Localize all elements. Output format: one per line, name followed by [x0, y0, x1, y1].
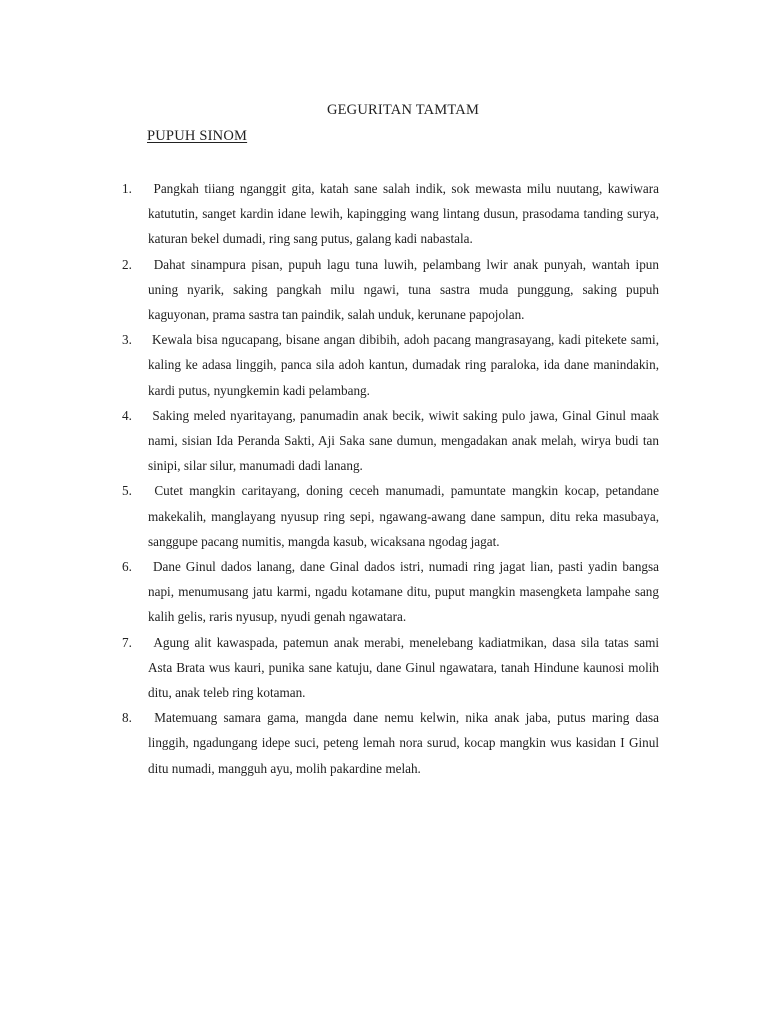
stanza-item — [122, 176, 659, 252]
stanza-item — [122, 478, 659, 554]
stanza-number: 2. — [122, 256, 132, 272]
stanza-item — [122, 554, 659, 630]
stanza-text: Pangkah tiiang nganggit gita, katah sane salah indik, sok mewasta milu nuutang, kawiwara katututin, sanget kardin idane lewih, kapingging wang lintang dusun, prasodama tanding surya, katuran bekel dumadi, ring sang putus, galang kadi nabastala. — [148, 181, 660, 247]
stanza-text: Saking meled nyaritayang, panumadin anak becik, wiwit saking pulo jawa, Ginal Ginul maak nami, sisian Ida Peranda Sakti, Aji Saka sane dumun, mengadakan anak melah, wirya budi tan sinipi, silar silur, manumadi dadi lanang. — [148, 407, 659, 474]
stanza-number: 3. — [122, 332, 132, 348]
stanza-number: 6. — [122, 559, 132, 575]
stanza-text: Cutet mangkin caritayang, doning ceceh manumadi, pamuntate mangkin kocap, petandane makekalih, manglayang nyusup ring sepi, ngawang-awang dane sampun, ditu reka masubaya, sanggupe pacang numitis, mangda kasub, wicaksana ngodag jagat. — [148, 483, 660, 549]
stanza-list — [122, 176, 659, 781]
stanza-number: 4. — [122, 407, 132, 423]
stanza-text: Kewala bisa ngucapang, bisane angan dibibih, adoh pacang mangrasayang, kadi pitekete sami, kaling ke adasa linggih, panca sila adoh kantun, dumadak ring paraloka, ida dane manindakin, kardi putus, nyungkemin kadi pelambang. — [148, 332, 660, 398]
stanza-item — [122, 403, 659, 479]
stanza-text: Dane Ginul dados lanang, dane Ginal dados istri, numadi ring jagat lian, pasti yadin bangsa napi, menumusang jatu karmi, ngadu kotamane ditu, puput mangkin masengketa lampahe sang kalih gelis, raris nyusup, nyudi genah ngawatara. — [148, 559, 659, 625]
stanza-number: 1. — [122, 181, 132, 196]
stanza-item — [122, 630, 659, 706]
stanza-item — [122, 705, 659, 781]
stanza-text: Agung alit kawaspada, patemun anak merabi, menelebang kadiatmikan, dasa sila tatas sami Asta Brata wus kauri, punika sane katuju, dane Ginul ngawatara, tanah Hindune kaunosi molih ditu, anak teleb ring kotaman. — [148, 634, 659, 701]
stanza-item — [122, 252, 659, 328]
stanza-text: Matemuang samara gama, mangda dane nemu kelwin, nika anak jaba, putus maring dasa linggih, ngadungang idepe suci, peteng lemah nora surud, kocap mangkin wus kasidan I Ginul ditu numadi, mangguh ayu, molih pakardine melah. — [148, 710, 659, 776]
section-heading: PUPUH SINOM — [147, 128, 248, 144]
stanza-number: 8. — [122, 710, 132, 726]
stanza-item — [122, 327, 659, 403]
stanza-number: 7. — [122, 634, 132, 650]
stanza-number: 5. — [122, 483, 132, 499]
stanza-text: Dahat sinampura pisan, pupuh lagu tuna luwih, pelambang lwir anak punyah, wantah ipun uning nyarik, saking pangkah milu ngawi, tuna sastra muda punggung, saking pupuh kaguyonan, prama sastra tan paindik, salah unduk, kerunane papojolan. — [148, 256, 659, 323]
page-title: GEGURITAN TAMTAM — [326, 102, 480, 118]
